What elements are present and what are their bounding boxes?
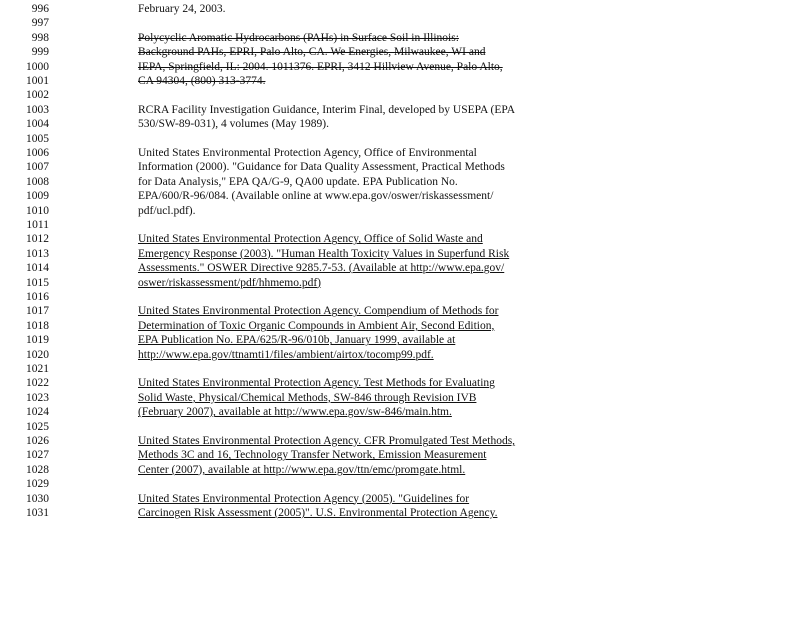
- line-number: 1011: [26, 219, 49, 231]
- line-number: 1024: [26, 406, 49, 419]
- line-number: 1022: [26, 377, 49, 390]
- line-text: (February 2007), available at http://www.epa.gov/sw-846/main.htm.: [138, 406, 452, 419]
- line-text: United States Environmental Protection Agency, Office of Solid Waste and: [138, 233, 483, 246]
- line-text: EPA Publication No. EPA/625/R-96/010b, January 1999, available at: [138, 334, 456, 347]
- line-text: for Data Analysis," EPA QA/G-9, QA00 update. EPA Publication No.: [138, 175, 458, 188]
- line-text: Methods 3C and 16, Technology Transfer Network, Emission Measurement: [138, 449, 487, 462]
- line-number: 1000: [26, 60, 49, 73]
- line-number: 998: [31, 31, 49, 44]
- line-text: Information (2000). "Guidance for Data Quality Assessment, Practical Methods: [138, 161, 505, 174]
- line-text: Background PAHs, EPRI, Palo Alto, CA. We Energies, Milwaukee, WI and: [138, 46, 486, 59]
- line-number: 1018: [26, 319, 49, 332]
- line-text: Emergency Response (2003). "Human Health Toxicity Values in Superfund Risk: [138, 247, 510, 260]
- line-number: 1019: [26, 334, 49, 347]
- line-number: 1020: [26, 348, 49, 361]
- line-number: 1015: [26, 276, 49, 289]
- line-number: 999: [31, 46, 49, 59]
- line-text: 530/SW-89-031), 4 volumes (May 1989).: [138, 118, 330, 131]
- line-number: 1030: [26, 492, 49, 505]
- line-number: 1014: [26, 262, 49, 275]
- line-text: United States Environmental Protection Agency. Compendium of Methods for: [138, 305, 499, 318]
- line-text: February 24, 2003.: [138, 3, 226, 15]
- line-number: 997: [31, 17, 49, 30]
- line-number: 1021: [26, 363, 49, 375]
- line-number: 1029: [26, 478, 49, 491]
- line-number: 1027: [26, 449, 49, 462]
- line-text: Solid Waste, Physical/Chemical Methods, SW-846 through Revision IVB: [138, 391, 477, 404]
- line-number: 1031: [26, 507, 49, 519]
- line-text: pdf/ucl.pdf).: [138, 204, 196, 217]
- line-text: Assessments." OSWER Directive 9285.7-53. (Available at http://www.epa.gov/: [138, 262, 505, 275]
- line-text: CA 94304, (800) 313-3774.: [138, 75, 266, 87]
- line-number: 1028: [26, 463, 49, 476]
- line-text: oswer/riskassessment/pdf/hhmemo.pdf): [138, 276, 322, 289]
- line-text: RCRA Facility Investigation Guidance, Interim Final, developed by USEPA (EPA: [138, 103, 516, 116]
- line-number: 1012: [26, 233, 49, 246]
- line-number: 1005: [26, 132, 49, 145]
- line-number: 1004: [26, 118, 49, 131]
- line-text: Center (2007), available at http://www.epa.gov/ttn/emc/promgate.html.: [138, 463, 466, 476]
- line-number: 1013: [26, 247, 49, 260]
- line-number: 1006: [26, 147, 49, 159]
- line-number: 1007: [26, 161, 49, 174]
- line-number: 1009: [26, 190, 49, 203]
- line-text: IEPA, Springfield, IL: 2004. 1011376. EPRI, 3412 Hillview Avenue, Palo Alto,: [138, 60, 503, 73]
- line-number: 996: [31, 3, 49, 15]
- line-text: Determination of Toxic Organic Compounds in Ambient Air, Second Edition,: [138, 319, 495, 332]
- line-text: United States Environmental Protection Agency (2005). "Guidelines for: [138, 492, 470, 505]
- line-text: Carcinogen Risk Assessment (2005)". U.S. Environmental Protection Agency.: [138, 507, 498, 519]
- line-number: 1008: [26, 175, 49, 188]
- line-number: 1010: [26, 204, 49, 217]
- line-number: 1002: [26, 89, 49, 102]
- line-number: 1003: [26, 103, 49, 116]
- line-number: 1001: [26, 75, 49, 87]
- line-text: Polycyclic Aromatic Hydrocarbons (PAHs) in Surface Soil in Illinois:: [138, 31, 459, 44]
- line-number: 1023: [26, 391, 49, 404]
- line-number: 1017: [26, 305, 49, 318]
- line-text: EPA/600/R-96/084. (Available online at www.epa.gov/oswer/riskassessment/: [138, 190, 494, 203]
- line-text: United States Environmental Protection Agency. Test Methods for Evaluating: [138, 377, 495, 390]
- line-number: 1026: [26, 435, 49, 447]
- line-number: 1016: [26, 291, 49, 303]
- line-number: 1025: [26, 420, 49, 433]
- line-text: United States Environmental Protection Agency, Office of Environmental: [138, 147, 477, 159]
- line-text: http://www.epa.gov/ttnamti1/files/ambient/airtox/tocomp99.pdf.: [138, 348, 434, 361]
- line-text: United States Environmental Protection Agency. CFR Promulgated Test Methods,: [138, 435, 516, 447]
